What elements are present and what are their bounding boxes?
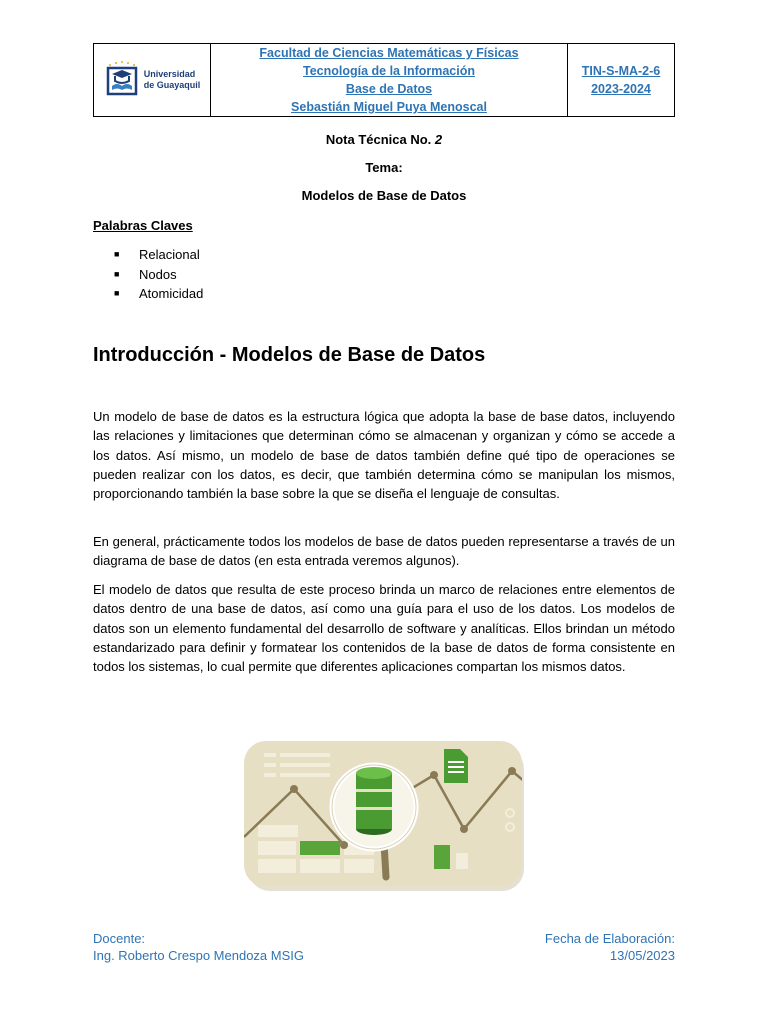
faculty-name: Facultad de Ciencias Matemáticas y Físicas [259,46,519,60]
university-logo [104,60,201,100]
tema-label: Tema: [365,160,403,175]
header-right-cell [568,44,674,116]
list-item: ■ Relacional [114,245,203,265]
university-crest-icon [104,60,140,100]
paragraph: En general, prácticamente todos los modelos de base de datos pueden representarse a través de un diagrama de base de datos (en esta entrada veremos algunos). [93,534,675,569]
footer-docente [93,930,304,964]
square-bullet-icon: ■ [114,268,120,279]
list-item: ■ Nodos [114,265,203,285]
academic-period: 2023-2024 [591,82,651,96]
note-number: Nota Técnica No. 2 [325,132,443,147]
square-bullet-icon: ■ [114,249,120,259]
logo-wordmark: Universidad de Guayaquil [143,69,201,90]
keywords-title: Palabras Claves [93,218,193,233]
header-center-cell [211,44,568,116]
keywords-list [114,245,203,304]
course-code: TIN-S-MA-2-6 [581,64,661,78]
logo-cell [94,44,211,116]
section-heading: Introducción - Modelos de Base de Datos [93,344,486,366]
square-bullet-icon: ■ [114,288,120,298]
list-item: ■ Atomicidad [114,284,203,304]
tema-title: Modelos de Base de Datos [301,188,467,203]
docente-name: Ing. Roberto Crespo Mendoza MSIG [93,948,304,963]
paragraph: El modelo de datos que resulta de este proceso brinda un marco de relaciones entre elementos de datos dentro de una base de datos, así como una guía para el uso de los datos. Los modelos de datos son un elemento fundamental del desarrollo de software y analíticas. Ellos brindan un método estandarizado para definir y formatear los contenidos de la base de datos de forma consistente en todos los sistemas, lo cual permite que diferentes aplicaciones compartan los mismos datos. [93,582,675,675]
docente-label: Docente: [93,931,146,946]
database-illustration [244,741,524,891]
paragraph: Un modelo de base de datos es la estructura lógica que adopta la base de base datos, incluyendo las relaciones y limitaciones que determinan cómo se almacenan y organizan y cómo se accede a los datos. Así mismo, un modelo de base de datos también define qué tipo de operaciones se pueden realizar con los datos, es decir, que también determina cómo se manipulan los mismos, proporcionando también la base sobre la que se diseña el lenguaje de consultas. [93,409,675,502]
student-name: Sebastián Miguel Puya Menoscal [291,100,487,114]
document-header [93,43,675,117]
program-name: Tecnología de la Información [302,64,475,78]
fecha-label: Fecha de Elaboración: [544,931,675,946]
fecha-value: 13/05/2023 [609,948,675,963]
course-name: Base de Datos [345,82,433,96]
footer-fecha [545,930,675,964]
